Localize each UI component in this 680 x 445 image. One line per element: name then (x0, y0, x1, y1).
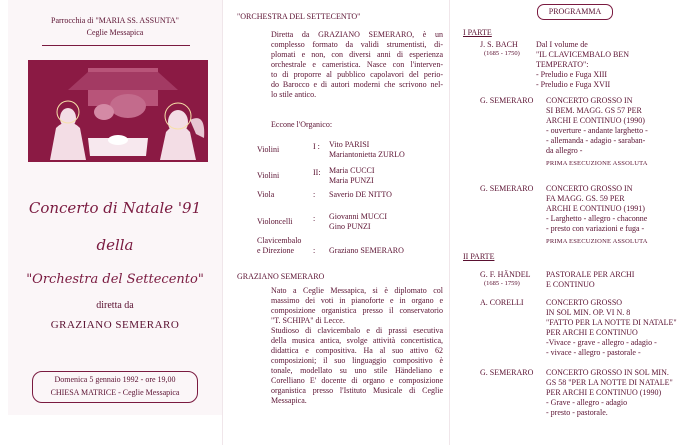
section-mark: II: (313, 168, 321, 177)
musician-name: Gino PUNZI (329, 222, 371, 231)
part-one-label: I PARTE (463, 28, 492, 37)
fold-line (449, 0, 450, 445)
organico-label: Eccone l'Organico: (271, 120, 333, 129)
work-line: ARCHI E CONTINUO (1990) (546, 116, 645, 125)
concert-date: Domenica 5 gennaio 1992 - ore 19,00 (54, 375, 176, 384)
work-description (546, 270, 678, 290)
work-line: - ouverture - andante larghetto - (546, 126, 648, 135)
bio-line: "T. SCHIPA" di Lecce. (271, 316, 345, 325)
instrument-label: Viola (257, 190, 275, 199)
composer-years: (1685 - 1750) (484, 50, 520, 57)
bio-line: tonale, modellato su uno stile Händeliano e (271, 366, 443, 375)
work-line: - Larghetto - allegro - chaconne (546, 214, 648, 223)
work-description (546, 184, 678, 246)
work-description (536, 40, 676, 90)
directed-by-label: diretta da (96, 300, 134, 311)
fold-line (222, 0, 223, 445)
musician-name: Maria CUCCI (329, 166, 375, 175)
instrument-label: Violini (257, 171, 280, 180)
work-line: da allegro - (546, 146, 583, 155)
work-line: PER ARCHI E CONTINUO (1990) (546, 388, 662, 397)
director-bio-heading: GRAZIANO SEMERARO (237, 272, 325, 281)
programma-label: PROGRAMMA (548, 7, 602, 16)
work-description (546, 368, 678, 418)
work-line: PASTORALE PER ARCHI (546, 270, 635, 279)
work-line: CONCERTO GROSSO (546, 298, 623, 307)
bio-line: Corelliano E' docente di organo e composizione (271, 376, 443, 385)
composer-name: G. F. HÄNDEL (480, 270, 531, 279)
work-line: GS 58 "PER LA NOTTE DI NATALE" (546, 378, 673, 387)
orchestra-heading: "ORCHESTRA DEL SETTECENTO" (237, 12, 361, 21)
section-mark: : (313, 246, 316, 255)
bio-line: organistica presso l'Istituto Musicale di Ceglie (271, 386, 443, 395)
work-line: -Vivace - grave - allegro - adagio - (546, 338, 657, 347)
work-line: - Preludio e Fuga XIII (536, 70, 608, 79)
work-line: SI BEM. MAGG. GS 57 PER (546, 106, 642, 115)
work-line: - presto - pastorale. (546, 408, 608, 417)
work-description (546, 298, 678, 358)
work-line: E CONTINUO (546, 280, 595, 289)
part-two-label: II PARTE (463, 252, 495, 261)
bio-line: Nato a Ceglie Messapica, si è diplomato col (271, 286, 443, 295)
musician-name: Mariantonietta ZURLO (329, 150, 405, 159)
concert-venue: CHIESA MATRICE - Ceglie Messapica (50, 388, 180, 397)
description-line: do Barocco e di autori moderni che scrivono nel- (271, 80, 443, 89)
work-line: - Preludio e Fuga XVII (536, 80, 611, 89)
description-line: lo stile antico. (271, 90, 317, 99)
work-line: - Grave - allegro - adagio (546, 398, 628, 407)
musician-name: Vito PARISI (329, 140, 370, 149)
musician-name: Giovanni MUCCI (329, 212, 387, 221)
instrument-label: Violoncelli (257, 217, 293, 226)
bio-line: composizione organistica presso il conservatorio (271, 306, 443, 315)
bio-line: Messapica. (271, 396, 307, 405)
work-line: "FATTO PER LA NOTTE DI NATALE" (546, 318, 677, 327)
composer-name: G. SEMERARO (480, 96, 534, 105)
description-line: to di proporre al pubblico capolavori del perio- (271, 70, 443, 79)
work-line: CONCERTO GROSSO IN SOL MIN. (546, 368, 669, 377)
description-line: plomati e non, con diversi anni di esperienza (271, 50, 443, 59)
musician-name: Saverio DE NITTO (329, 190, 392, 199)
composer-name: J. S. BACH (480, 40, 518, 49)
composer-name: G. SEMERARO (480, 368, 534, 377)
work-line: CONCERTO GROSSO IN (546, 96, 633, 105)
description-line: complesso formato da validi strumentisti, di- (271, 40, 443, 49)
bio-line: Studioso di clavicembalo e di prassi esecutiva (271, 326, 443, 335)
section-mark: : (313, 214, 316, 223)
composer-name: G. SEMERARO (480, 184, 534, 193)
bio-line: della musica antica, svolge attività concertistica, (271, 336, 443, 345)
work-line: - presto con variazioni e fuga - (546, 224, 645, 233)
orchestra-name: "Orchestra del Settecento" (26, 272, 204, 287)
work-line: IN SOL MIN. OP. VI N. 8 (546, 308, 631, 317)
director-name: GRAZIANO SEMERARO (50, 319, 180, 331)
work-line: FA MAGG. GS. 59 PER (546, 194, 625, 203)
work-line: PER ARCHI E CONTINUO (546, 328, 638, 337)
instrument-label: Violini (257, 145, 280, 154)
work-line: - allemanda - adagio - saraban- (546, 136, 646, 145)
musician-name: Graziano SEMERARO (329, 246, 404, 255)
bio-line: massimo dei voti in pianoforte e in organo e (271, 296, 443, 305)
description-line: orchestrale e cameristica. Nasce con l'interven- (271, 60, 443, 69)
rule (42, 45, 190, 46)
instrument-label: Clavicembalo e Direzione (257, 236, 302, 255)
section-mark: I : (313, 142, 320, 151)
work-line: CONCERTO GROSSO IN (546, 184, 633, 193)
parish-name: Parrocchia di "MARIA SS. ASSUNTA" (51, 16, 179, 25)
bio-line: composizioni; il suo linguaggio compositivo è (271, 356, 443, 365)
work-description (546, 96, 678, 168)
premiere-note: PRIMA ESECUZIONE ASSOLUTA (546, 160, 648, 167)
bio-line: didattica e compositiva. Ha al suo attivo 62 (271, 346, 443, 355)
concert-title-connector: della (96, 236, 134, 254)
town-name: Ceglie Messapica (86, 28, 144, 37)
work-line: "IL CLAVICEMBALO BEN TEMPERATO": (536, 50, 630, 69)
composer-name: A. CORELLI (480, 298, 524, 307)
work-line: ARCHI E CONTINUO (1991) (546, 204, 645, 213)
orchestra-description (271, 30, 443, 100)
section-mark: : (313, 190, 316, 199)
musician-name: Maria PUNZI (329, 176, 374, 185)
work-line: Dal I volume de (536, 40, 588, 49)
work-line: - vivace - allegro - pastorale - (546, 348, 641, 357)
nativity-image (28, 60, 208, 162)
director-bio (271, 286, 443, 406)
composer-years: (1685 - 1759) (484, 280, 520, 287)
premiere-note: PRIMA ESECUZIONE ASSOLUTA (546, 238, 648, 245)
description-line: Diretta da GRAZIANO SEMERARO, è un (271, 30, 443, 39)
concert-title: Concerto di Natale '91 (28, 199, 202, 217)
